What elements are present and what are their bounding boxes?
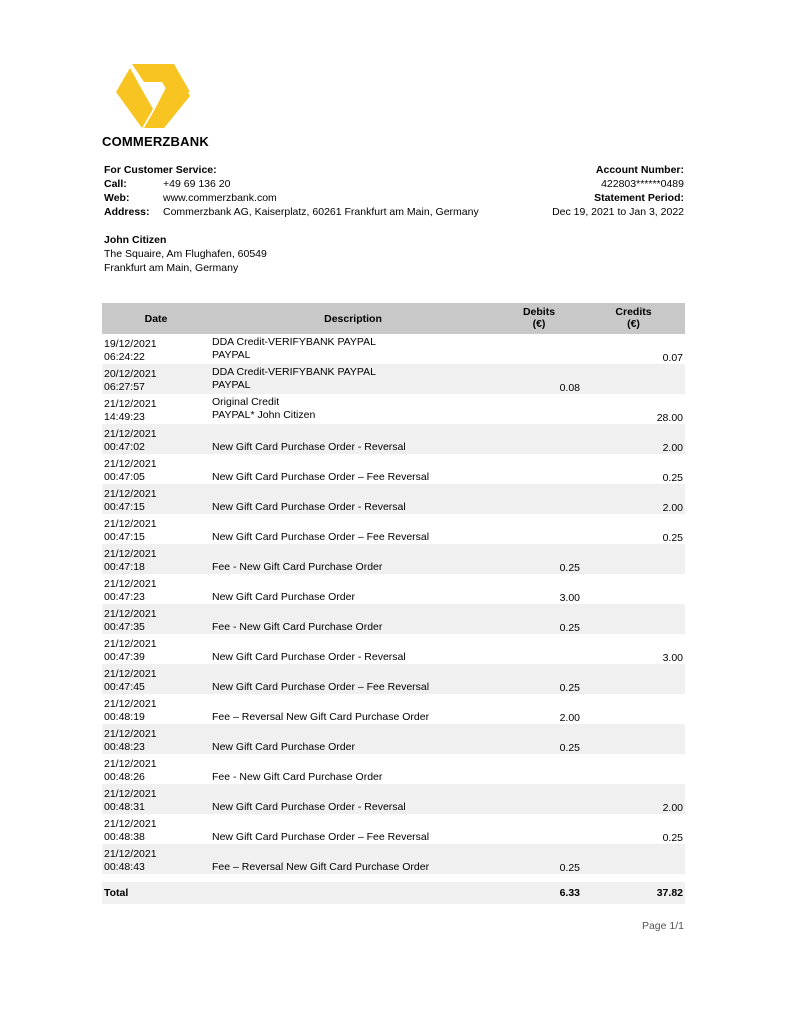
row-date: 21/12/2021: [104, 548, 157, 560]
row-credit: 0.07: [662, 352, 683, 364]
row-time: 00:47:39: [104, 651, 145, 663]
row-description: New Gift Card Purchase Order – Fee Reversal: [212, 531, 430, 543]
row-time: 00:47:23: [104, 591, 145, 603]
customer-address-line1: The Squaire, Am Flughafen, 60549: [104, 248, 267, 260]
header-credits-label: Credits: [615, 306, 652, 318]
row-time: 00:47:02: [104, 441, 145, 453]
table-row: [102, 394, 685, 424]
row-description-line2: PAYPAL: [212, 349, 251, 361]
row-time: 14:49:23: [104, 411, 145, 423]
row-date: 21/12/2021: [104, 788, 157, 800]
row-time: 00:48:26: [104, 771, 145, 783]
table-row: [102, 544, 685, 574]
row-time: 06:27:57: [104, 381, 145, 393]
row-date: 21/12/2021: [104, 518, 157, 530]
row-description: New Gift Card Purchase Order – Fee Reversal: [212, 831, 430, 843]
customer-block: [104, 233, 267, 275]
customer-address-line2: Frankfurt am Main, Germany: [104, 262, 239, 274]
call-label: Call:: [104, 178, 127, 190]
row-description: Fee - New Gift Card Purchase Order: [212, 771, 383, 783]
row-date: 21/12/2021: [104, 638, 157, 650]
row-debit: 0.08: [559, 382, 580, 394]
row-credit: 0.25: [662, 532, 683, 544]
row-description: Fee - New Gift Card Purchase Order: [212, 621, 383, 633]
row-debit: 3.00: [559, 592, 580, 604]
customer-name: John Citizen: [104, 234, 167, 246]
row-time: 00:48:23: [104, 741, 145, 753]
row-time: 00:47:45: [104, 681, 145, 693]
header-credits: [582, 306, 685, 330]
transactions-table: [102, 303, 685, 904]
row-date: 21/12/2021: [104, 848, 157, 860]
table-row: [102, 454, 685, 484]
row-time: 00:47:15: [104, 531, 145, 543]
row-description: New Gift Card Purchase Order: [212, 591, 355, 603]
row-time: 00:47:18: [104, 561, 145, 573]
row-credit: 2.00: [662, 802, 683, 814]
row-debit: 0.25: [559, 562, 580, 574]
row-time: 00:47:35: [104, 621, 145, 633]
row-description-line1: DDA Credit-VERIFYBANK PAYPAL: [212, 336, 376, 348]
table-row: [102, 334, 685, 364]
row-date: 20/12/2021: [104, 368, 157, 380]
row-date: 21/12/2021: [104, 578, 157, 590]
header-date: Date: [144, 313, 168, 325]
table-row: [102, 604, 685, 634]
header-debits: [496, 306, 582, 330]
account-number-value: 422803******0489: [601, 178, 684, 190]
total-label: Total: [104, 887, 129, 899]
call-value: +49 69 136 20: [163, 178, 231, 190]
row-date: 21/12/2021: [104, 398, 157, 410]
row-date: 21/12/2021: [104, 728, 157, 740]
row-description: New Gift Card Purchase Order – Fee Reversal: [212, 471, 430, 483]
table-row: [102, 634, 685, 664]
customer-service-block: [104, 163, 479, 219]
row-description: New Gift Card Purchase Order - Reversal: [212, 801, 406, 813]
row-credit: 0.25: [662, 472, 683, 484]
table-row: [102, 814, 685, 844]
total-debits: 6.33: [559, 887, 580, 899]
header-description: Description: [324, 313, 382, 325]
row-debit: 0.25: [559, 862, 580, 874]
row-description: New Gift Card Purchase Order – Fee Reversal: [212, 681, 430, 693]
header-debits-unit: (€): [532, 318, 546, 330]
web-label: Web:: [104, 192, 130, 204]
row-time: 06:24:22: [104, 351, 145, 363]
row-date: 21/12/2021: [104, 668, 157, 680]
table-row: [102, 754, 685, 784]
header-debits-label: Debits: [522, 306, 556, 318]
row-date: 21/12/2021: [104, 488, 157, 500]
table-row: [102, 664, 685, 694]
statement-period-value: Dec 19, 2021 to Jan 3, 2022: [552, 206, 684, 218]
table-body: [102, 334, 685, 874]
row-credit: 0.25: [662, 832, 683, 844]
address-value: Commerzbank AG, Kaiserplatz, 60261 Frankfurt am Main, Germany: [163, 206, 479, 218]
table-header: [102, 303, 685, 334]
row-time: 00:48:38: [104, 831, 145, 843]
customer-service-heading: For Customer Service:: [104, 164, 217, 176]
row-credit: 2.00: [662, 442, 683, 454]
row-description: Fee – Reversal New Gift Card Purchase Order: [212, 861, 430, 873]
row-date: 21/12/2021: [104, 758, 157, 770]
table-row: [102, 694, 685, 724]
total-row: [102, 882, 685, 904]
total-credits: 37.82: [656, 887, 683, 899]
row-description-line2: PAYPAL: [212, 379, 251, 391]
row-time: 00:47:05: [104, 471, 145, 483]
row-credit: 2.00: [662, 502, 683, 514]
commerzbank-logo: [114, 62, 192, 132]
row-description-line1: Original Credit: [212, 396, 280, 408]
row-date: 19/12/2021: [104, 338, 157, 350]
table-row: [102, 364, 685, 394]
account-number-label: Account Number:: [595, 164, 684, 176]
page-number: Page 1/1: [641, 920, 684, 932]
row-date: 21/12/2021: [104, 608, 157, 620]
row-date: 21/12/2021: [104, 458, 157, 470]
row-description: New Gift Card Purchase Order - Reversal: [212, 501, 406, 513]
row-credit: 28.00: [656, 412, 683, 424]
row-date: 21/12/2021: [104, 818, 157, 830]
row-debit: 0.25: [559, 622, 580, 634]
row-description: Fee - New Gift Card Purchase Order: [212, 561, 383, 573]
table-row: [102, 424, 685, 454]
row-time: 00:47:15: [104, 501, 145, 513]
brand-name: COMMERZBANK: [102, 134, 209, 149]
row-debit: 2.00: [559, 712, 580, 724]
account-block: [552, 163, 684, 219]
row-date: 21/12/2021: [104, 698, 157, 710]
row-credit: 3.00: [662, 652, 683, 664]
row-time: 00:48:19: [104, 711, 145, 723]
row-time: 00:48:43: [104, 861, 145, 873]
address-label: Address:: [104, 206, 150, 218]
row-debit: 0.25: [559, 742, 580, 754]
table-row: [102, 574, 685, 604]
web-value: www.commerzbank.com: [163, 192, 277, 204]
row-description: New Gift Card Purchase Order: [212, 741, 355, 753]
row-description-line2: PAYPAL* John Citizen: [212, 409, 316, 421]
header-credits-unit: (€): [627, 318, 640, 330]
row-description: New Gift Card Purchase Order - Reversal: [212, 651, 406, 663]
statement-period-label: Statement Period:: [594, 192, 684, 204]
table-row: [102, 484, 685, 514]
row-date: 21/12/2021: [104, 428, 157, 440]
row-description: Fee – Reversal New Gift Card Purchase Order: [212, 711, 430, 723]
table-row: [102, 724, 685, 754]
row-description-line1: DDA Credit-VERIFYBANK PAYPAL: [212, 366, 376, 378]
row-debit: 0.25: [559, 682, 580, 694]
row-description: New Gift Card Purchase Order - Reversal: [212, 441, 406, 453]
table-row: [102, 514, 685, 544]
row-time: 00:48:31: [104, 801, 145, 813]
table-row: [102, 844, 685, 874]
table-row: [102, 784, 685, 814]
